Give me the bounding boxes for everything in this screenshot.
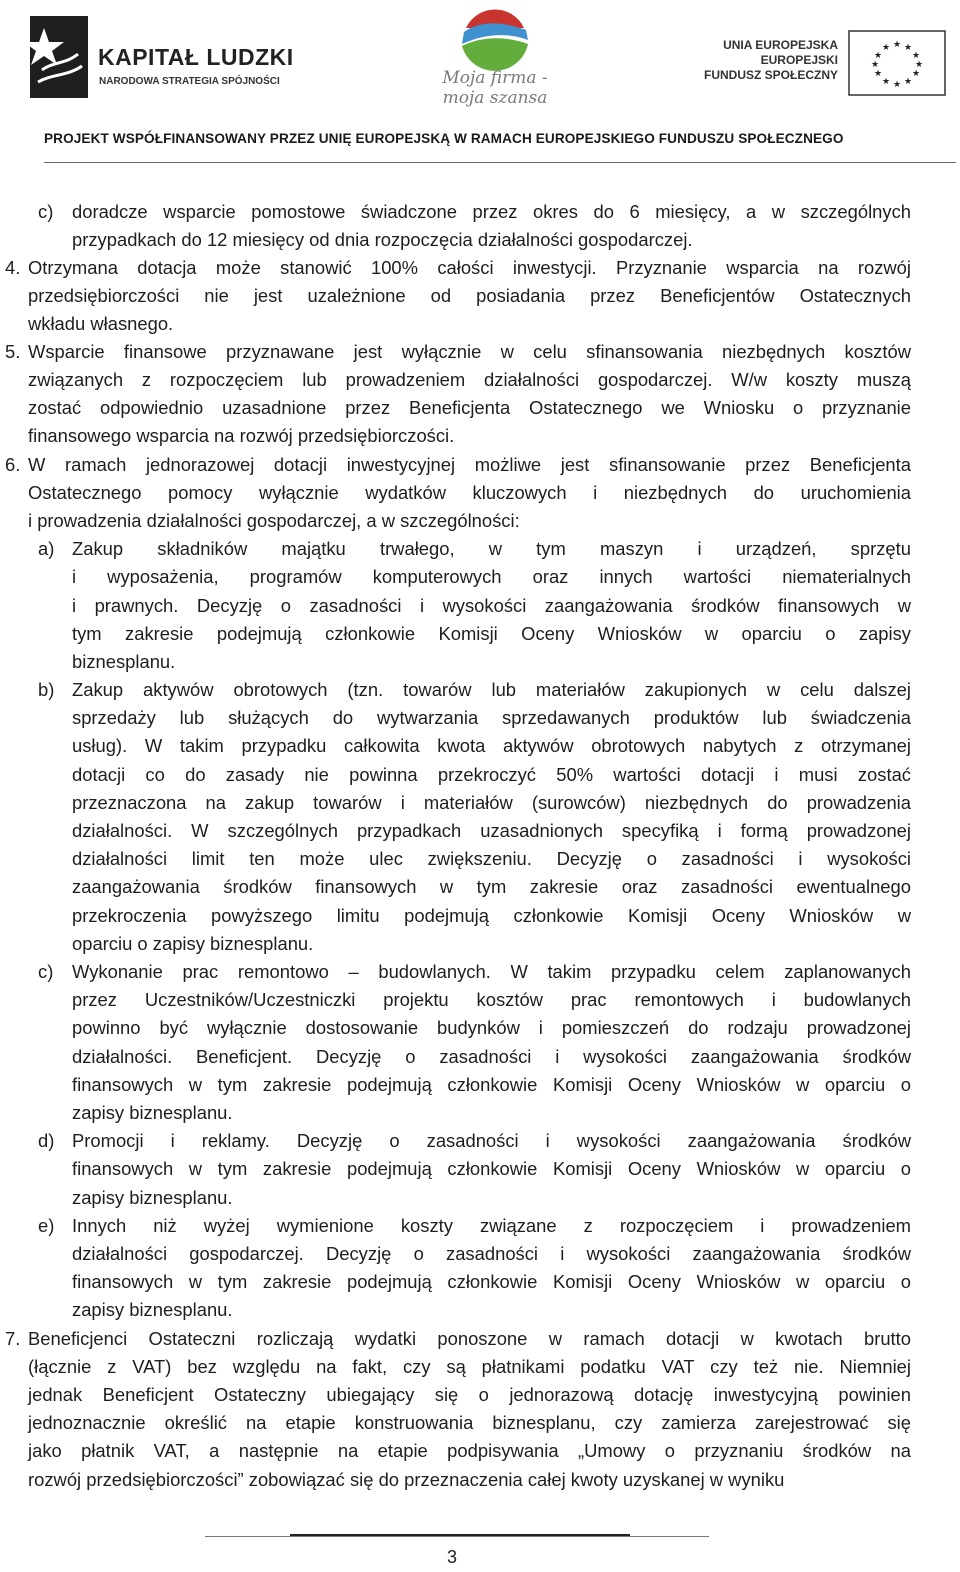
text-line: wkładu własnego. (28, 313, 174, 334)
text-line: jako płatnik VAT, a następnie na etapie podpisywania „Umowy o przyznaniu środków na (28, 1440, 911, 1461)
text-line: doradcze wsparcie pomostowe świadczone przez okres do 6 miesięcy, a w szczególnych (72, 201, 911, 222)
svg-text:★: ★ (911, 69, 921, 79)
text-line: finansowego wsparcia na rozwój przedsiębiorczości. (28, 425, 455, 446)
list-marker: 7. (5, 1328, 21, 1349)
text-line: biznesplanu. (72, 651, 176, 672)
text-line: zapisy biznesplanu. (72, 1102, 233, 1123)
text-line: działalności. Beneficjent. Decyzję o zasadności i wysokości zaangażowania środków (72, 1046, 911, 1067)
text-line: przekroczenia powyższego limitu podejmują członkowie Komisji Oceny Wniosków w (72, 905, 911, 926)
kapital-ludzki-title: KAPITAŁ LUDZKI (98, 44, 294, 70)
svg-text:★: ★ (870, 60, 880, 70)
svg-text:★: ★ (873, 69, 883, 79)
moja-firma-line-2: moja szansa (442, 88, 548, 108)
eu-line-3: FUNDUSZ SPOŁECZNY (703, 68, 838, 82)
text-line: finansowych w tym zakresie podejmują członkowie Komisji Oceny Wniosków w oparciu o (72, 1271, 911, 1292)
text-line: jednak Beneficjent Ostateczny ubiegający się o jednorazową dotację inwestycyjną powinien (28, 1384, 911, 1405)
svg-text:★: ★ (914, 60, 924, 70)
svg-text:★: ★ (881, 43, 891, 53)
text-line: tym zakresie podejmują członkowie Komisji Oceny Wniosków w oparciu o zapisy (72, 623, 911, 644)
text-line: powinno być wyłącznie dostosowanie budynków i pomieszczeń do rodzaju prowadzonej (72, 1017, 911, 1038)
text-line: działalności limit ten może ulec zwiększeniu. Decyzję o zasadności i wysokości (72, 848, 911, 869)
list-marker: 4. (5, 257, 21, 278)
text-line: działalności gospodarczej. Decyzję o zasadności i wysokości zaangażowania środków (72, 1243, 911, 1264)
list-marker: e) (38, 1215, 55, 1236)
list-marker: c) (38, 201, 54, 222)
text-line: zostać odpowiednio uzasadnione przez Beneficjenta Ostatecznego we Wniosku o przyznanie (28, 397, 911, 418)
text-line: przez Uczestników/Uczestniczki projektu kosztów prac remontowych i budowlanych (72, 989, 911, 1010)
text-line: Beneficjenci Ostateczni rozliczają wydatki ponoszone w ramach dotacji w kwotach brutto (28, 1328, 911, 1349)
text-line: Wykonanie prac remontowo – budowlanych. W takim przypadku celem zaplanowanych (72, 961, 911, 982)
page-number: 3 (447, 1547, 458, 1567)
svg-text:★: ★ (892, 40, 902, 50)
svg-text:★: ★ (911, 51, 921, 61)
footer-divider (205, 1536, 709, 1537)
text-line: finansowych w tym zakresie podejmują członkowie Komisji Oceny Wniosków w oparciu o (72, 1158, 911, 1179)
text-line: zapisy biznesplanu. (72, 1299, 233, 1320)
svg-text:★: ★ (903, 77, 913, 87)
text-line: i wyposażenia, programów komputerowych oraz innych wartości niematerialnych (72, 566, 911, 587)
text-line: zapisy biznesplanu. (72, 1187, 233, 1208)
text-line: przeznaczona na zakup towarów i materiałów (surowców) niezbędnych do prowadzenia (72, 792, 911, 813)
text-line: Zakup aktywów obrotowych (tzn. towarów lub materiałów zakupionych w celu dalszej (72, 679, 911, 700)
text-line: Promocji i reklamy. Decyzję o zasadności i wysokości zaangażowania środków (72, 1130, 911, 1151)
text-line: usług). W takim przypadku całkowita kwota aktywów obrotowych nabytych z otrzymanej (72, 735, 911, 756)
text-line: przypadkach do 12 miesięcy od dnia rozpoczęcia działalności gospodarczej. (72, 229, 693, 250)
text-line: i prowadzenia działalności gospodarczej, a w szczególności: (28, 510, 520, 531)
text-line: działalności. W szczególnych przypadkach uzasadnionych specyfiką i formą prowadzonej (72, 820, 911, 841)
text-line: rozwój przedsiębiorczości” zobowiązać się do przeznaczenia całej kwoty uzyskanej w wyniku (28, 1469, 785, 1490)
text-line: dotacji co do zasady nie powinna przekroczyć 50% wartości dotacji i musi zostać (72, 764, 911, 785)
svg-text:★: ★ (892, 80, 902, 90)
list-marker: d) (38, 1130, 55, 1151)
kapital-ludzki-subtitle: NARODOWA STRATEGIA SPÓJNOŚCI (99, 76, 280, 87)
svg-text:★: ★ (873, 51, 883, 61)
text-line: zaangażowania środków finansowych w tym zakresie oraz zasadności ewentualnego (72, 876, 911, 897)
text-line: sprzedaży lub służących do wytwarzania sprzedawanych produktów lub świadczenia (72, 707, 911, 728)
text-line: oparciu o zapisy biznesplanu. (72, 933, 314, 954)
text-line: Ostatecznego pomocy wyłącznie wydatków kluczowych i niezbędnych do uruchomienia (28, 482, 911, 503)
text-line: Innych niż wyżej wymienione koszty związane z rozpoczęciem i prowadzeniem (72, 1215, 911, 1236)
text-line: finansowych w tym zakresie podejmują członkowie Komisji Oceny Wniosków w oparciu o (72, 1074, 911, 1095)
text-line: Zakup składników majątku trwałego, w tym maszyn i urządzeń, sprzętu (72, 538, 911, 559)
list-marker: b) (38, 679, 55, 700)
text-line: i prawnych. Decyzję o zasadności i wysokości zaangażowania środków finansowych w (72, 595, 911, 616)
eu-line-2: EUROPEJSKI (760, 53, 838, 67)
list-marker: 6. (5, 454, 21, 475)
text-line: przedsiębiorczości nie jest uzależnione od posiadania przez Beneficjentów Ostatecznych (28, 285, 911, 306)
list-marker: a) (38, 538, 55, 559)
text-line: W ramach jednorazowej dotacji inwestycyjnej możliwe jest sfinansowanie przez Beneficjenta (28, 454, 911, 475)
text-line: (łącznie z VAT) bez względu na fakt, czy są płatnikami podatku VAT czy też nie. Niemniej (28, 1356, 911, 1377)
project-banner: PROJEKT WSPÓŁFINANSOWANY PRZEZ UNIĘ EUROPEJSKĄ W RAMACH EUROPEJSKIEGO FUNDUSZU SPOŁECZNEGO (44, 131, 844, 146)
moja-firma-line-1: Moja firma - (442, 68, 548, 88)
text-line: Wsparcie finansowe przyznawane jest wyłącznie w celu sfinansowania niezbędnych kosztów (28, 341, 911, 362)
text-line: jednoznacznie określić na etapie konstruowania biznesplanu, czy zamierza zarejestrować się (28, 1412, 911, 1433)
footer-divider-accent (290, 1534, 630, 1536)
svg-text:★: ★ (881, 77, 891, 87)
list-marker: 5. (5, 341, 21, 362)
eu-line-1: UNIA EUROPEJSKA (723, 38, 838, 52)
svg-text:★: ★ (903, 43, 913, 53)
list-marker: c) (38, 961, 54, 982)
text-line: Otrzymana dotacja może stanowić 100% całości inwestycji. Przyznanie wsparcia na rozwój (28, 257, 911, 278)
text-line: związanych z rozpoczęciem lub prowadzeniem działalności gospodarczej. W/w koszty muszą (28, 369, 911, 390)
